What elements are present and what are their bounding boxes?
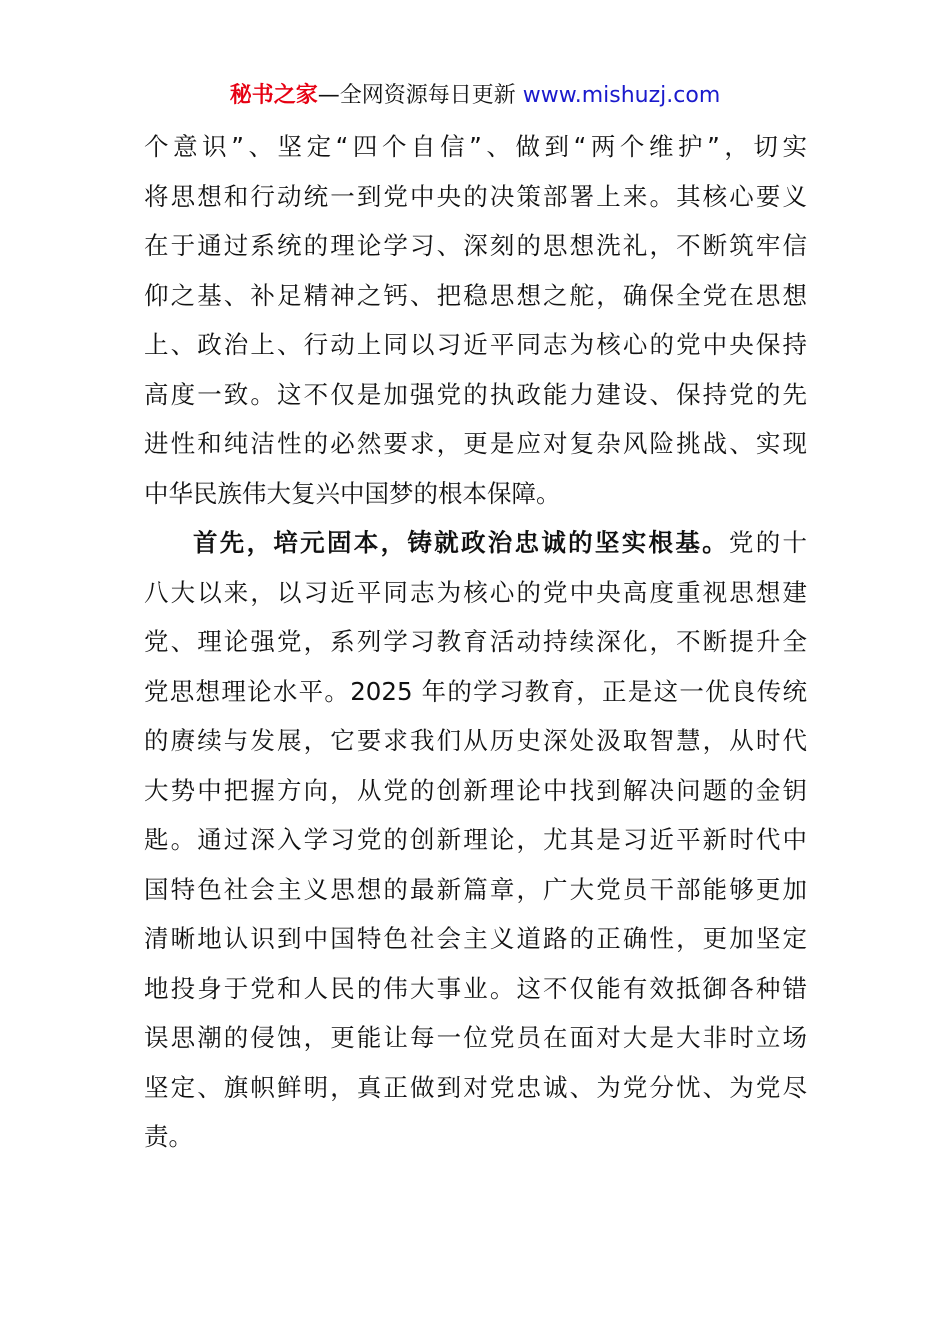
- site-tagline: —全网资源每日更新: [317, 83, 523, 108]
- text-line: 个意识”、坚定“四个自信”、做到“两个维护”，切实: [144, 132, 807, 161]
- text-line: 进性和纯洁性的必然要求，更是应对复杂风险挑战、实现: [144, 429, 807, 458]
- text-line: 八大以来，以习近平同志为核心的党中央高度重视思想建: [144, 577, 807, 607]
- text-line: 在于通过系统的理论学习、深刻的思想洗礼，不断筑牢信: [144, 231, 807, 260]
- document-body: [144, 122, 807, 1162]
- paragraph: [144, 518, 807, 1162]
- text-line: 匙。通过深入学习党的创新理论，尤其是习近平新时代中: [144, 825, 807, 854]
- text-line: 将思想和行动统一到党中央的决策部署上来。其核心要义: [144, 181, 807, 211]
- text-line: 高度一致。这不仅是加强党的执政能力建设、保持党的先: [144, 379, 807, 409]
- text-line-first: [144, 518, 807, 568]
- text-line: 误思潮的侵蚀，更能让每一位党员在面对大是大非时立场: [144, 1023, 807, 1052]
- site-header: [0, 80, 950, 112]
- text-line: 清晰地认识到中国特色社会主义道路的正确性，更加坚定: [144, 924, 807, 953]
- text-line: 党思想理论水平。2025 年的学习教育，正是这一优良传统: [144, 676, 807, 706]
- text-line: 坚定、旗帜鲜明，真正做到对党忠诚、为党分忧、为党尽: [144, 1072, 807, 1102]
- text-line: 的赓续与发展，它要求我们从历史深处汲取智慧，从时代: [144, 726, 807, 755]
- paragraph-heading: 首先，培元固本，铸就政治忠诚的坚实根基。: [193, 528, 729, 557]
- text-line: 党、理论强党，系列学习教育活动持续深化，不断提升全: [144, 627, 807, 656]
- text-line: 大势中把握方向，从党的创新理论中找到解决问题的金钥: [144, 775, 807, 805]
- paragraph: [144, 122, 807, 518]
- text-line: 责。: [144, 1122, 193, 1151]
- text-line: 地投身于党和人民的伟大事业。这不仅能有效抵御各种错: [144, 973, 807, 1003]
- text-line: 国特色社会主义思想的最新篇章，广大党员干部能够更加: [144, 874, 807, 904]
- site-brand: 秘书之家: [229, 83, 318, 108]
- paragraph-text: 党的十: [728, 528, 808, 557]
- text-line: 仰之基、补足精神之钙、把稳思想之舵，确保全党在思想: [144, 280, 807, 310]
- text-line: 上、政治上、行动上同以习近平同志为核心的党中央保持: [144, 330, 807, 359]
- text-line: 中华民族伟大复兴中国梦的根本保障。: [144, 478, 561, 508]
- site-url[interactable]: www.mishuzj.com: [522, 83, 721, 108]
